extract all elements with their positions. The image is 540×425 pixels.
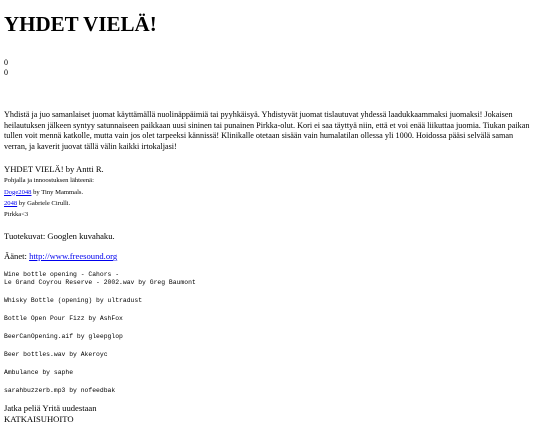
inspiration-label: Pohjalla ja innoostuksen lähteenä: [4, 177, 94, 185]
author-credit: YHDET VIELÄ! by Antti R. [4, 164, 104, 175]
retry-button[interactable]: Yritä uudestaan [42, 403, 97, 414]
picture-credits: Tuotekuvat: Googlen kuvahaku. [4, 231, 115, 242]
2048-author: by Gabriele Cirulli. [17, 199, 71, 207]
sound-item: Beer bottles.wav by Akeroyc [4, 351, 108, 359]
continue-button[interactable]: Jatka peliä [4, 403, 41, 414]
game-board-area [4, 78, 536, 110]
inspiration-item-doge2048 [4, 187, 536, 198]
sound-item: Wine bottle opening - Cahors - Le Grand Coyrou Reserve - 2002.wav by Greg Baumont [4, 271, 196, 287]
sound-item: Whisky Bottle (opening) by ultradust [4, 297, 143, 305]
game-instructions: Yhdistä ja juo samanlaiset juomat käyttämällä nuolinäppäimiä tai pyyhkäisyä. Yhdistyvät juomat tislautuvat yhdessä laadukkaammaksi juomaksi! Jokaisen heilautuksen jälkeen syntyy satunnaiseen paikkaan uusi sininen tai punainen Pirkka-olut. Kori ei saa täyttyä niin, että et voi enää liikuttaa juomia. Tiukan paikan tullen voit mennä katkolle, mutta vain jos olet tarpeeksi kännissä! Klinikalle otetaan sisään vain humalatilan ollessa yli 1000. Hoidossa pääsi selvälä saman verran, ja kaverit juovat tällä välin kaikki irtokaljasi! [4, 110, 530, 151]
score-value: 0 [4, 58, 8, 67]
doge2048-author: by Tiny Mammals. [31, 188, 84, 196]
sound-item: sarahbuzzerb.mp3 by nofeedbak [4, 387, 116, 395]
page [0, 12, 540, 425]
2048-link[interactable]: 2048 [4, 199, 18, 207]
sound-credits [4, 251, 536, 262]
inspiration-item-2048 [4, 198, 536, 209]
best-score-value: 0 [4, 68, 8, 77]
sound-item: Bottle Open Pour Fizz by AshFox [4, 315, 123, 323]
rehab-row [4, 414, 536, 425]
freesound-link[interactable]: http://www.freesound.org [29, 251, 118, 262]
game-title: YHDET VIELÄ! [4, 12, 157, 36]
pirkka-note: Pirkka<3 [4, 210, 29, 218]
rehab-button[interactable]: KATKAISUHOITO [4, 414, 74, 425]
sound-credits-label: Äänet: [4, 251, 30, 262]
sound-item: Ambulance by saphe [4, 369, 74, 377]
sound-item: BeerCanOpening.aif by gleepglop [4, 333, 123, 341]
doge2048-link[interactable]: Doge2048 [4, 188, 32, 196]
